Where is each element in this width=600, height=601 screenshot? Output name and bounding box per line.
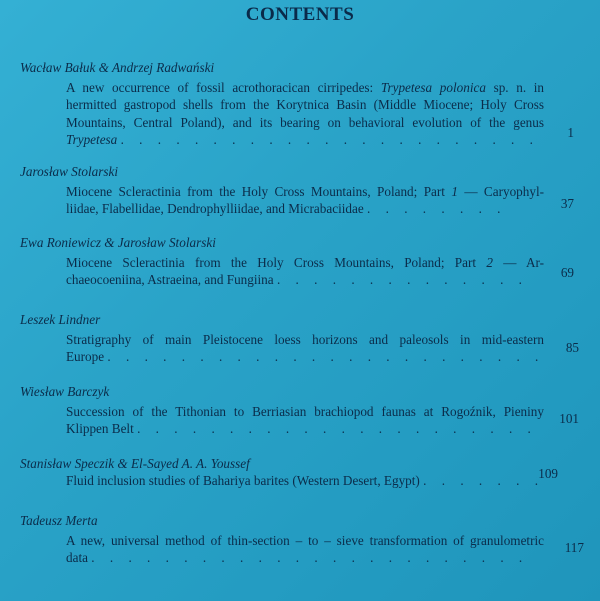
entry-author: Stanisław Speczik & El-Sayed A. A. Youssef [20, 456, 250, 471]
entry-page-number: 85 [565, 340, 579, 355]
entry-description [66, 183, 544, 218]
entry-page-number: 37 [560, 196, 574, 211]
entry-line: Trypetesa . . . . . . . . . . . . . . . . . . . . . . . [66, 131, 539, 147]
entry-line: chaeocoeniina, Astraeina, and Fungiina . . . . . . . . . . . . . . [66, 272, 528, 288]
entry-line: Succession of the Tithonian to Berriasian brachiopod faunas at Rogoźnik, Pieniny [66, 404, 544, 419]
entry-line: data . . . . . . . . . . . . . . . . . . . . . . . . [66, 550, 529, 566]
entry-author: Ewa Roniewicz & Jarosław Stolarski [20, 235, 216, 250]
entry-author: Wacław Bałuk & Andrzej Radwański [20, 60, 215, 75]
entry-page-number: 69 [560, 265, 574, 280]
entry-line: Europe . . . . . . . . . . . . . . . . . . . . . . . . [66, 349, 545, 365]
entry-page-number: 101 [559, 411, 579, 426]
entry-description [66, 79, 544, 148]
entry-description [66, 331, 544, 366]
entry-author: Tadeusz Merta [20, 513, 98, 528]
entry-author: Jarosław Stolarski [20, 164, 119, 179]
entry-page-number: 117 [564, 540, 584, 555]
entry-line: liidae, Flabellidae, Dendrophylliidae, and Micrabaciidae . . . . . . . . [66, 201, 507, 217]
entry-description [66, 472, 544, 489]
entry-line: Miocene Scleractinia from the Holy Cross Mountains, Poland; Part 1 — Caryophyl- [66, 184, 544, 199]
entry-description [66, 254, 544, 289]
entry-line: Mountains, Central Poland), and its bearing on behavioral evolution of the genus [66, 114, 544, 130]
entry-author: Leszek Lindner [20, 312, 101, 327]
entry-line: A new, universal method of thin-section – to – sieve transformation of granulometric [66, 533, 544, 548]
entry-line: A new occurrence of fossil acrothoracican cirripedes: Trypetesa polonica sp. n. in [66, 80, 545, 95]
entry-line: Miocene Scleractinia from the Holy Cross Mountains, Poland; Part 2 — Ar- [66, 255, 544, 270]
entry-line: hermitted gastropod shells from the Korytnica Basin (Middle Miocene; Holy Cross [66, 97, 544, 113]
page-title: CONTENTS [245, 4, 355, 25]
entry-page-number: 109 [538, 466, 558, 481]
entry-description [66, 532, 544, 567]
entry-line: Stratigraphy of main Pleistocene loess horizons and paleosols in mid-eastern [66, 332, 544, 347]
entry-page-number: 1 [567, 125, 574, 140]
entry-description [66, 403, 544, 438]
entry-line: Klippen Belt . . . . . . . . . . . . . . . . . . . . . . [66, 421, 537, 437]
entry-author: Wiesław Barczyk [20, 384, 110, 399]
entry-line: Fluid inclusion studies of Bahariya barites (Western Desert, Egypt) . . . . . . . [66, 473, 544, 488]
